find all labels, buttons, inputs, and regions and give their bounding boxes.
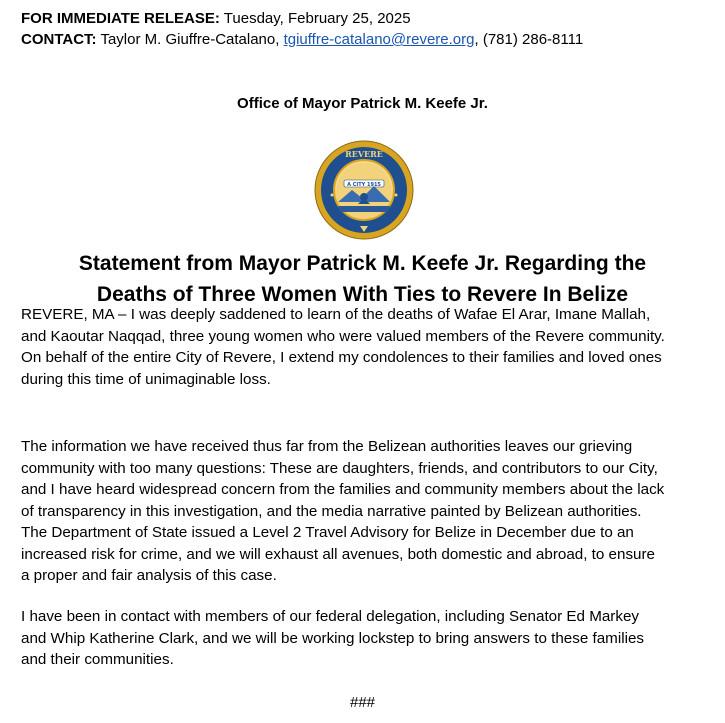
paragraph-3 (21, 606, 711, 671)
paragraph-line: increased risk for crime, and we will exhaust all avenues, both domestic and abroad, to ensure (21, 545, 655, 563)
seal-ribbon-text: A CITY 1915 (347, 182, 381, 188)
title-line: Statement from Mayor Patrick M. Keefe Jr. Regarding the (78, 252, 647, 275)
paragraph-line: and Kaoutar Naqqad, three young women who were valued members of the Revere community. (21, 327, 665, 345)
paragraph-line: REVERE, MA – I was deeply saddened to learn of the deaths of Wafae El Arar, Imane Mallah, (21, 306, 651, 323)
paragraph-line: of transparency in this investigation, and the media narrative painted by Belizean authorities. (21, 502, 642, 520)
paragraph-line: and their communities. (21, 651, 174, 668)
statement-title (20, 248, 705, 310)
paragraph-line: a proper and fair analysis of this case. (21, 567, 277, 584)
paragraph-line: I have been in contact with members of our federal delegation, including Senator Ed Markey (21, 608, 639, 625)
office-heading: Office of Mayor Patrick M. Keefe Jr. (237, 95, 488, 112)
paragraph-1 (21, 304, 711, 390)
contact-phone: , (781) 286-8111 (474, 31, 584, 48)
paragraph-line: community with too many questions: These are daughters, friends, and contributors to our City, (21, 459, 658, 477)
paragraph-line: and I have heard widespread concern from the families and community members about the lack (21, 481, 665, 498)
paragraph-line: and Whip Katherine Clark, and we will be working lockstep to bring answers to these families (21, 629, 644, 647)
city-seal-logo (314, 140, 414, 240)
paragraph-line: during this time of unimaginable loss. (21, 370, 271, 388)
contact-line (21, 30, 583, 50)
paragraph-line: On behalf of the entire City of Revere, I extend my condolences to their families and loved ones (21, 349, 662, 366)
contact-label: CONTACT: (21, 31, 97, 48)
contact-email-link[interactable]: tgiuffre-catalano@revere.org (283, 31, 475, 48)
seal-top-text: REVERE (345, 149, 383, 159)
city-seal-icon (314, 140, 414, 240)
release-date: Tuesday, February 25, 2025 (223, 10, 411, 27)
contact-name: Taylor M. Giuffre-Catalano, (100, 31, 280, 48)
release-line (21, 9, 411, 29)
paragraph-2 (21, 436, 711, 587)
release-label: FOR IMMEDIATE RELEASE: (21, 10, 220, 27)
end-mark: ### (349, 694, 376, 711)
paragraph-line: The information we have received thus far from the Belizean authorities leaves our grieving (21, 438, 633, 455)
paragraph-line: The Department of State issued a Level 2 Travel Advisory for Belize in December due to an (21, 524, 634, 541)
title-line: Deaths of Three Women With Ties to Revere In Belize (96, 283, 629, 306)
